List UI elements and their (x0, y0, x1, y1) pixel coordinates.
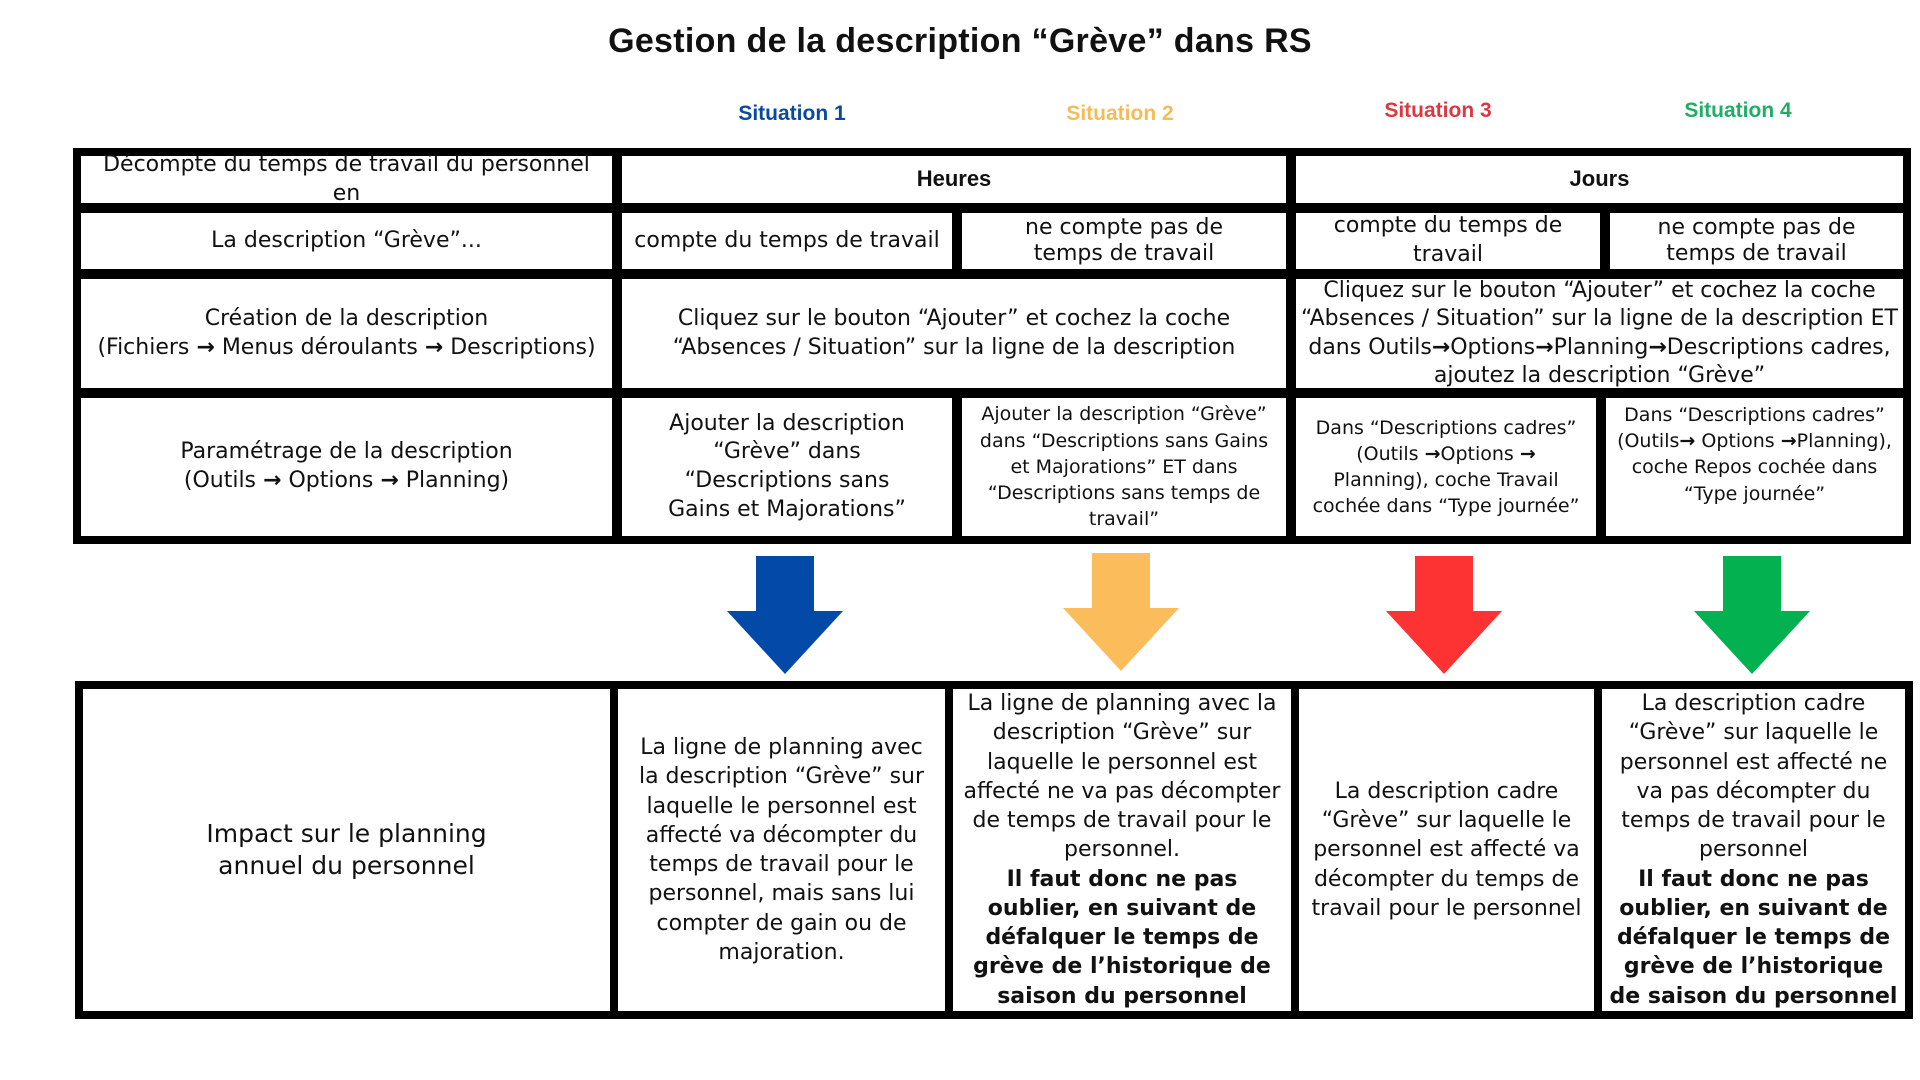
right-arrow-icon: → (1431, 334, 1451, 360)
description-s3 (1296, 213, 1600, 269)
path-step: Options (1701, 430, 1775, 453)
page-title: Gestion de la description “Grève” dans RS (608, 22, 1312, 60)
impact-label-text: Impact sur le planning annuel du personnel (206, 818, 487, 880)
description-s1-text: compte du temps de travail (634, 227, 940, 253)
right-arrow-icon: → (380, 468, 399, 493)
header-heures (622, 156, 1286, 203)
header-jours (1296, 156, 1903, 203)
row-creation-label (81, 279, 612, 388)
impact-s1 (618, 689, 945, 1011)
path-step: Options (1440, 442, 1514, 465)
path-step: Descriptions) (450, 334, 596, 360)
path-step: Descriptions cadres, ajoutez la description “Grève” (1433, 334, 1891, 388)
situation-1-arrow (727, 556, 843, 674)
impact-s4 (1602, 689, 1905, 1011)
impact-s4-text: La description cadre “Grève” sur laquelle le personnel est affecté ne va pas décompter du temps de travail pour le personnel (1619, 691, 1888, 863)
row-parametrage-label (81, 398, 612, 536)
impact-label (83, 689, 610, 1011)
path-step: Options (1450, 334, 1536, 360)
parametrage-s4-content (1608, 402, 1901, 507)
impact-s2-content (963, 689, 1281, 1011)
description-s2 (962, 213, 1286, 269)
parametrage-s3 (1296, 398, 1596, 536)
right-arrow-icon: → (424, 334, 444, 360)
impact-table (75, 681, 1913, 1019)
parametrage-s2 (962, 398, 1286, 536)
path-step: Outils (1368, 334, 1432, 360)
parametrage-s4-text: Dans “Descriptions cadres” (1624, 404, 1885, 426)
config-table (73, 148, 1911, 544)
parametrage-s3-text-2: Planning), coche Travail cochée dans “Type journée” (1312, 469, 1580, 518)
right-arrow-icon: → (1424, 442, 1441, 465)
creation-heures (622, 279, 1286, 388)
path-step: (Fichiers (97, 334, 190, 360)
row-parametrage-label-content (180, 438, 512, 495)
down-arrow-icon (1694, 556, 1810, 674)
row-decompte-label-text: Décompte du temps de travail du personnel en (103, 151, 590, 206)
path-step: Menus déroulants (221, 334, 418, 360)
parametrage-s3-text: Dans “Descriptions cadres” (1315, 416, 1577, 439)
description-s2-text: ne compte pas de temps de travail (1025, 214, 1223, 266)
impact-s2 (953, 689, 1291, 1011)
description-s1 (622, 213, 952, 269)
right-arrow-icon: → (1519, 442, 1536, 465)
down-arrow-icon (727, 556, 843, 674)
path-step: (Outils (1617, 430, 1680, 453)
situation-2-label: Situation 2 (1066, 102, 1174, 125)
down-arrow-icon (1386, 556, 1502, 674)
situation-4-label: Situation 4 (1684, 99, 1792, 122)
situation-4-arrow (1694, 556, 1810, 674)
creation-jours (1296, 279, 1903, 388)
creation-jours-content (1300, 277, 1899, 390)
row-decompte-label (81, 151, 612, 206)
parametrage-s4 (1606, 398, 1903, 536)
situation-3-label: Situation 3 (1384, 99, 1492, 122)
parametrage-s3-content (1310, 415, 1582, 520)
path-step: (Outils (183, 468, 257, 493)
parametrage-s4-text-2: coche Repos cochée dans “Type journée” (1631, 456, 1878, 505)
impact-s4-warning: Il faut donc ne pas oublier, en suivant de défalquer le temps de grève de l’historique de saison du personnel (1609, 866, 1898, 1009)
impact-s3 (1299, 689, 1594, 1011)
impact-s2-text: La ligne de planning avec la description “Grève” sur laquelle le personnel est affecté ne va pas décompter de temps de travail pour le personnel. (963, 691, 1281, 863)
right-arrow-icon: → (1648, 334, 1667, 360)
description-s4 (1610, 213, 1903, 269)
path-step: (Outils (1356, 442, 1419, 465)
row-creation-label-content (97, 305, 595, 362)
creation-heures-text: Cliquez sur le bouton “Ajouter” et cochez la coche “Absences / Situation” sur la ligne de la description (672, 305, 1236, 360)
row-description-label-text: La description “Grève”... (211, 227, 482, 253)
situation-1-label: Situation 1 (738, 102, 846, 125)
creation-jours-text: Cliquez sur le bouton “Ajouter” et cochez la coche “Absences / Situation” sur la ligne de la description ET dans (1301, 278, 1898, 360)
right-arrow-icon: → (1780, 430, 1797, 453)
right-arrow-icon: → (196, 334, 215, 360)
description-s3-text: compte du temps de travail (1333, 213, 1563, 267)
row-creation-label-title: Création de la description (204, 305, 489, 331)
situation-2-arrow (1063, 553, 1179, 671)
impact-s4-content (1606, 689, 1901, 1011)
right-arrow-icon: → (1535, 334, 1554, 360)
path-step: Options (288, 468, 374, 493)
impact-s1-text: La ligne de planning avec la description “Grève” sur laquelle le personnel est affecté va décompter du temps de travail pour le personnel, mais sans lui compter de gain ou de majoration. (638, 735, 925, 965)
parametrage-s1-text: Ajouter la description “Grève” dans “Descriptions sans Gains et Majorations” (668, 410, 906, 522)
down-arrow-icon (1063, 553, 1179, 671)
row-parametrage-label-title: Paramétrage de la description (180, 439, 513, 465)
path-step: Planning (1553, 334, 1649, 360)
path-step: Planning) (405, 468, 510, 493)
right-arrow-icon: → (1679, 430, 1696, 453)
parametrage-s2-text: Ajouter la description “Grève” dans “Descriptions sans Gains et Majorations” ET dans “Descriptions sans temps de travail” (979, 403, 1269, 531)
right-arrow-icon: → (263, 468, 282, 493)
impact-s2-warning: Il faut donc ne pas oublier, en suivant de défalquer le temps de grève de l’historique de saison du personnel (973, 866, 1271, 1009)
parametrage-s1 (622, 398, 952, 536)
impact-s3-text: La description cadre “Grève” sur laquelle le personnel est affecté va décompter du temps de travail pour le personnel (1311, 778, 1582, 921)
header-heures-text: Heures (916, 166, 992, 192)
header-jours-text: Jours (1569, 166, 1630, 192)
situation-3-arrow (1386, 556, 1502, 674)
row-description-label (81, 213, 612, 269)
description-s4-text: ne compte pas de temps de travail (1657, 214, 1856, 266)
path-step: Planning), (1796, 430, 1892, 453)
